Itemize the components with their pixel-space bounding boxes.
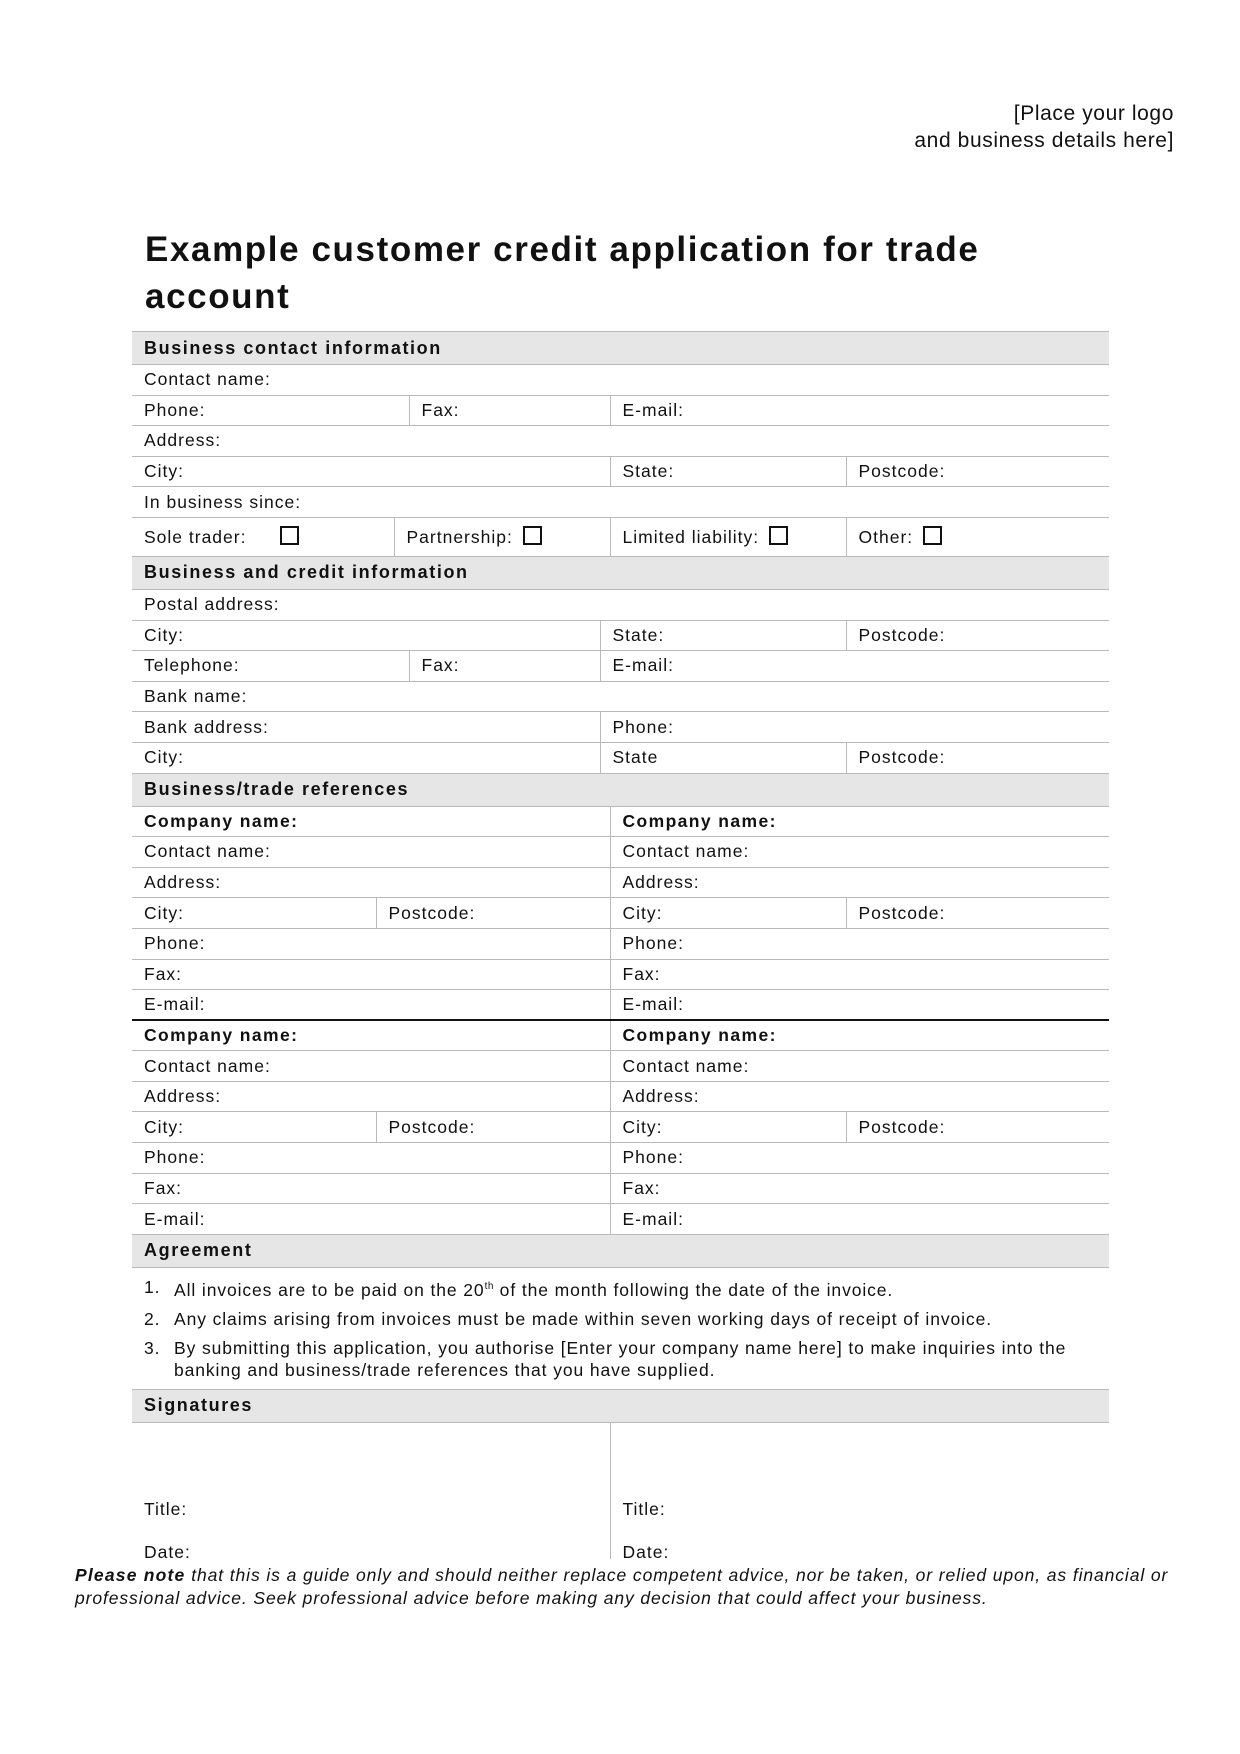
city-field[interactable]: City: bbox=[132, 456, 610, 487]
agreement-item bbox=[144, 1308, 1109, 1330]
disclaimer-emphasis: Please note bbox=[75, 1565, 186, 1585]
ref3-address-field[interactable]: Address: bbox=[132, 1081, 610, 1112]
bank-postcode-field[interactable]: Postcode: bbox=[846, 742, 1109, 773]
ref3-contact-name-field[interactable]: Contact name: bbox=[132, 1051, 610, 1082]
credit-fax-field[interactable]: Fax: bbox=[409, 651, 600, 682]
section-title: Business contact information bbox=[132, 332, 1109, 365]
postal-city-field[interactable]: City: bbox=[132, 620, 600, 651]
ref4-company-name-field[interactable]: Company name: bbox=[610, 1020, 1109, 1051]
ref2-city-field[interactable]: City: bbox=[610, 898, 846, 929]
ref1-address-field[interactable]: Address: bbox=[132, 867, 610, 898]
telephone-field[interactable]: Telephone: bbox=[132, 651, 409, 682]
contact-name-field[interactable]: Contact name: bbox=[132, 365, 1109, 396]
section-header-references bbox=[132, 773, 1109, 806]
section-title: Business/trade references bbox=[132, 773, 1109, 806]
partnership-checkbox[interactable] bbox=[523, 526, 542, 545]
signature-block-left[interactable] bbox=[132, 1422, 610, 1559]
sole-trader-label: Sole trader: bbox=[144, 526, 247, 547]
ref4-email-field[interactable]: E-mail: bbox=[610, 1204, 1109, 1235]
disclaimer-text: that this is a guide only and should neither replace competent advice, nor be taken, or relied upon, as financial or professional advice. Seek professional advice before making any decision that could affect your business. bbox=[75, 1565, 1169, 1608]
signature-block-right[interactable] bbox=[610, 1422, 1109, 1559]
ref1-company-name-field[interactable]: Company name: bbox=[132, 806, 610, 837]
ref4-contact-name-field[interactable]: Contact name: bbox=[610, 1051, 1109, 1082]
limited-liability-checkbox[interactable] bbox=[769, 526, 788, 545]
ref3-city-field[interactable]: City: bbox=[132, 1112, 376, 1143]
section-title: Agreement bbox=[132, 1234, 1109, 1267]
signature-title-label: Title: bbox=[144, 1498, 188, 1519]
postal-state-field[interactable]: State: bbox=[600, 620, 846, 651]
ref4-city-field[interactable]: City: bbox=[610, 1112, 846, 1143]
phone-field[interactable]: Phone: bbox=[132, 395, 409, 426]
limited-liability-label: Limited liability: bbox=[622, 526, 760, 547]
item-number: 3. bbox=[144, 1337, 161, 1358]
ref3-company-name-field[interactable]: Company name: bbox=[132, 1020, 610, 1051]
section-header-credit bbox=[132, 556, 1109, 589]
ref1-email-field[interactable]: E-mail: bbox=[132, 990, 610, 1021]
section-header-agreement bbox=[132, 1234, 1109, 1267]
signature-date-label: Date: bbox=[144, 1541, 191, 1560]
sole-trader-option bbox=[132, 517, 394, 556]
ref2-fax-field[interactable]: Fax: bbox=[610, 959, 1109, 990]
section-header-signatures bbox=[132, 1389, 1109, 1422]
bank-state-field[interactable]: State bbox=[600, 742, 846, 773]
ref1-phone-field[interactable]: Phone: bbox=[132, 928, 610, 959]
ordinal-suffix: th bbox=[484, 1280, 494, 1292]
logo-placeholder bbox=[814, 100, 1174, 154]
bank-address-field[interactable]: Bank address: bbox=[132, 712, 600, 743]
other-label: Other: bbox=[858, 526, 914, 547]
ref4-postcode-field[interactable]: Postcode: bbox=[846, 1112, 1109, 1143]
ref2-phone-field[interactable]: Phone: bbox=[610, 928, 1109, 959]
credit-email-field[interactable]: E-mail: bbox=[600, 651, 1109, 682]
postal-postcode-field[interactable]: Postcode: bbox=[846, 620, 1109, 651]
item-text-end: of the month following the date of the invoice. bbox=[493, 1279, 894, 1300]
ref1-fax-field[interactable]: Fax: bbox=[132, 959, 610, 990]
ref1-city-field[interactable]: City: bbox=[132, 898, 376, 929]
item-text: Any claims arising from invoices must be made within seven working days of receipt of invoice. bbox=[174, 1308, 992, 1329]
agreement-list bbox=[144, 1276, 1109, 1381]
ref3-fax-field[interactable]: Fax: bbox=[132, 1173, 610, 1204]
disclaimer-note bbox=[75, 1564, 1175, 1609]
agreement-item bbox=[144, 1276, 1109, 1301]
ref3-phone-field[interactable]: Phone: bbox=[132, 1143, 610, 1174]
ref1-contact-name-field[interactable]: Contact name: bbox=[132, 837, 610, 868]
sole-trader-checkbox[interactable] bbox=[280, 526, 299, 545]
item-text: By submitting this application, you authorise [Enter your company name here] to make inquiries into the banking and business/trade references that you have supplied. bbox=[174, 1337, 1067, 1380]
other-checkbox[interactable] bbox=[923, 526, 942, 545]
ref4-fax-field[interactable]: Fax: bbox=[610, 1173, 1109, 1204]
section-title: Signatures bbox=[132, 1389, 1109, 1422]
fax-field[interactable]: Fax: bbox=[409, 395, 610, 426]
in-business-since-field[interactable]: In business since: bbox=[132, 487, 1109, 518]
email-field[interactable]: E-mail: bbox=[610, 395, 1109, 426]
ref2-company-name-field[interactable]: Company name: bbox=[610, 806, 1109, 837]
ref2-postcode-field[interactable]: Postcode: bbox=[846, 898, 1109, 929]
ref2-address-field[interactable]: Address: bbox=[610, 867, 1109, 898]
credit-application-form bbox=[132, 331, 1109, 1559]
agreement-terms bbox=[132, 1267, 1109, 1389]
ref1-postcode-field[interactable]: Postcode: bbox=[376, 898, 610, 929]
partnership-option bbox=[394, 517, 610, 556]
bank-phone-field[interactable]: Phone: bbox=[600, 712, 1109, 743]
section-title: Business and credit information bbox=[132, 556, 1109, 589]
ref2-email-field[interactable]: E-mail: bbox=[610, 990, 1109, 1021]
section-header-contact bbox=[132, 332, 1109, 365]
item-number: 1. bbox=[144, 1276, 161, 1297]
bank-name-field[interactable]: Bank name: bbox=[132, 681, 1109, 712]
state-field[interactable]: State: bbox=[610, 456, 846, 487]
signature-date-label: Date: bbox=[622, 1541, 670, 1560]
signature-title-label: Title: bbox=[622, 1498, 666, 1519]
ref3-email-field[interactable]: E-mail: bbox=[132, 1204, 610, 1235]
agreement-item bbox=[144, 1337, 1109, 1381]
partnership-label: Partnership: bbox=[406, 526, 513, 547]
ref4-address-field[interactable]: Address: bbox=[610, 1081, 1109, 1112]
postal-address-field[interactable]: Postal address: bbox=[132, 589, 1109, 620]
logo-line-1: [Place your logo bbox=[1013, 102, 1174, 125]
other-option bbox=[846, 517, 1109, 556]
ref4-phone-field[interactable]: Phone: bbox=[610, 1143, 1109, 1174]
document-title: Example customer credit application for trade account bbox=[145, 230, 980, 316]
ref2-contact-name-field[interactable]: Contact name: bbox=[610, 837, 1109, 868]
postcode-field[interactable]: Postcode: bbox=[846, 456, 1109, 487]
item-text-start: All invoices are to be paid on the 20 bbox=[174, 1279, 485, 1300]
item-number: 2. bbox=[144, 1308, 161, 1329]
address-field[interactable]: Address: bbox=[132, 426, 1109, 457]
ref3-postcode-field[interactable]: Postcode: bbox=[376, 1112, 610, 1143]
limited-liability-option bbox=[610, 517, 846, 556]
bank-city-field[interactable]: City: bbox=[132, 742, 600, 773]
logo-line-2: and business details here] bbox=[914, 129, 1174, 152]
